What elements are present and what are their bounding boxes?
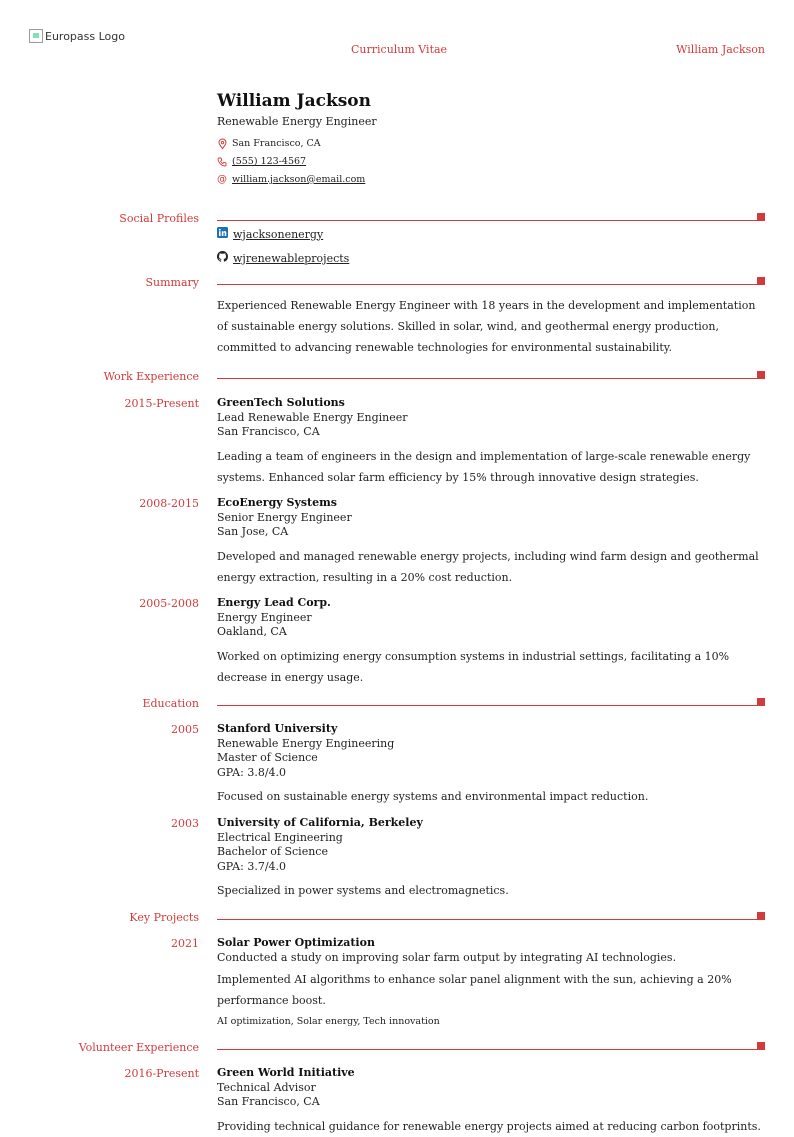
education-entry <box>217 816 765 901</box>
education-field: Electrical Engineering <box>217 830 343 844</box>
work-description: Worked on optimizing energy consumption systems in industrial settings, facilitating a 10% decrease in energy usage. <box>217 649 730 684</box>
work-entry <box>217 396 765 488</box>
education-degree: Bachelor of Science <box>217 845 328 858</box>
at-sign-icon: @ <box>217 174 227 185</box>
work-company: Energy Lead Corp. <box>217 596 331 609</box>
section-divider <box>217 378 765 379</box>
work-position: Energy Engineer <box>217 610 312 624</box>
project-entry <box>217 936 765 1030</box>
project-date: 2021 <box>171 937 199 950</box>
header-doc-name: William Jackson <box>676 43 765 56</box>
work-date: 2005-2008 <box>139 597 199 610</box>
work-position: Lead Renewable Energy Engineer <box>217 410 408 424</box>
contact-email <box>217 174 365 185</box>
project-highlight: Implemented AI algorithms to enhance solar panel alignment with the sun, achieving a 20% performance boost. <box>217 973 732 1007</box>
education-date: 2005 <box>171 723 199 736</box>
work-date: 2008-2015 <box>139 497 199 510</box>
summary-text: Experienced Renewable Energy Engineer with 18 years in the development and implementation of sustainable energy solutions. Skilled in solar, wind, and geothermal energy production, committed to advancing renewable technologies for environmental sustainability. <box>217 299 756 354</box>
education-degree: Master of Science <box>217 751 318 764</box>
contact-phone <box>217 156 306 167</box>
education-institution: University of California, Berkeley <box>217 816 423 829</box>
email-link[interactable]: william.jackson@email.com <box>232 174 366 185</box>
europass-logo <box>29 29 125 43</box>
profile-link-github[interactable]: wjrenewableprojects <box>233 251 350 265</box>
github-icon <box>217 251 228 265</box>
profile-github <box>217 251 349 265</box>
education-gpa: GPA: 3.8/4.0 <box>217 765 287 779</box>
section-divider <box>217 220 765 221</box>
work-entry <box>217 596 765 688</box>
header-doc-title: Curriculum Vitae <box>351 43 448 56</box>
work-position: Senior Energy Engineer <box>217 510 352 524</box>
volunteer-date: 2016-Present <box>124 1067 199 1080</box>
education-institution: Stanford University <box>217 722 338 735</box>
section-divider <box>217 705 765 706</box>
section-divider <box>217 919 765 920</box>
section-label-social: Social Profiles <box>119 212 199 225</box>
person-headline: Renewable Energy Engineer <box>217 115 377 128</box>
volunteer-role: Technical Advisor <box>217 1080 316 1094</box>
contact-location <box>217 138 321 149</box>
work-description: Developed and managed renewable energy projects, including wind farm design and geothermal energy extraction, resulting in a 20% cost reduction. <box>217 549 759 584</box>
work-location: San Francisco, CA <box>217 425 320 438</box>
map-pin-icon <box>217 139 227 149</box>
education-field: Renewable Energy Engineering <box>217 736 395 750</box>
profile-linkedin <box>217 227 323 241</box>
education-date: 2003 <box>171 817 199 830</box>
section-label-volunteer: Volunteer Experience <box>78 1041 199 1054</box>
person-name: William Jackson <box>217 91 372 111</box>
phone-icon <box>217 157 227 167</box>
section-label-education: Education <box>142 697 199 710</box>
work-company: EcoEnergy Systems <box>217 496 337 509</box>
work-company: GreenTech Solutions <box>217 396 345 409</box>
education-description: Focused on sustainable energy systems and environmental impact reduction. <box>217 790 649 803</box>
section-label-summary: Summary <box>145 276 199 289</box>
section-divider <box>217 1049 765 1050</box>
logo-alt-text: Europass Logo <box>45 29 125 43</box>
project-keywords: AI optimization, Solar energy, Tech innovation <box>217 1016 440 1027</box>
education-gpa: GPA: 3.7/4.0 <box>217 859 287 873</box>
work-location: San Jose, CA <box>217 525 289 538</box>
volunteer-location: San Francisco, CA <box>217 1095 320 1108</box>
project-summary: Conducted a study on improving solar farm output by integrating AI technologies. <box>217 950 677 964</box>
linkedin-icon <box>217 227 228 241</box>
volunteer-description: Providing technical guidance for renewable energy projects aimed at reducing carbon footprints. <box>217 1119 761 1133</box>
volunteer-organization: Green World Initiative <box>217 1066 355 1079</box>
broken-image-icon <box>29 29 43 43</box>
education-entry <box>217 722 765 807</box>
project-name: Solar Power Optimization <box>217 936 375 949</box>
education-description: Specialized in power systems and electromagnetics. <box>217 884 509 897</box>
work-location: Oakland, CA <box>217 625 287 638</box>
phone-link[interactable]: (555) 123-4567 <box>232 156 307 167</box>
work-date: 2015-Present <box>124 397 199 410</box>
section-divider <box>217 284 765 285</box>
work-description: Leading a team of engineers in the design and implementation of large-scale renewable energy systems. Enhanced solar farm efficiency by 15% through innovative design strategies. <box>217 449 751 484</box>
work-entry <box>217 496 765 588</box>
section-label-work: Work Experience <box>103 370 199 383</box>
section-label-projects: Key Projects <box>129 911 199 924</box>
volunteer-entry <box>217 1066 765 1137</box>
location-text: San Francisco, CA <box>232 138 321 149</box>
profile-link-linkedin[interactable]: wjacksonenergy <box>233 227 324 241</box>
